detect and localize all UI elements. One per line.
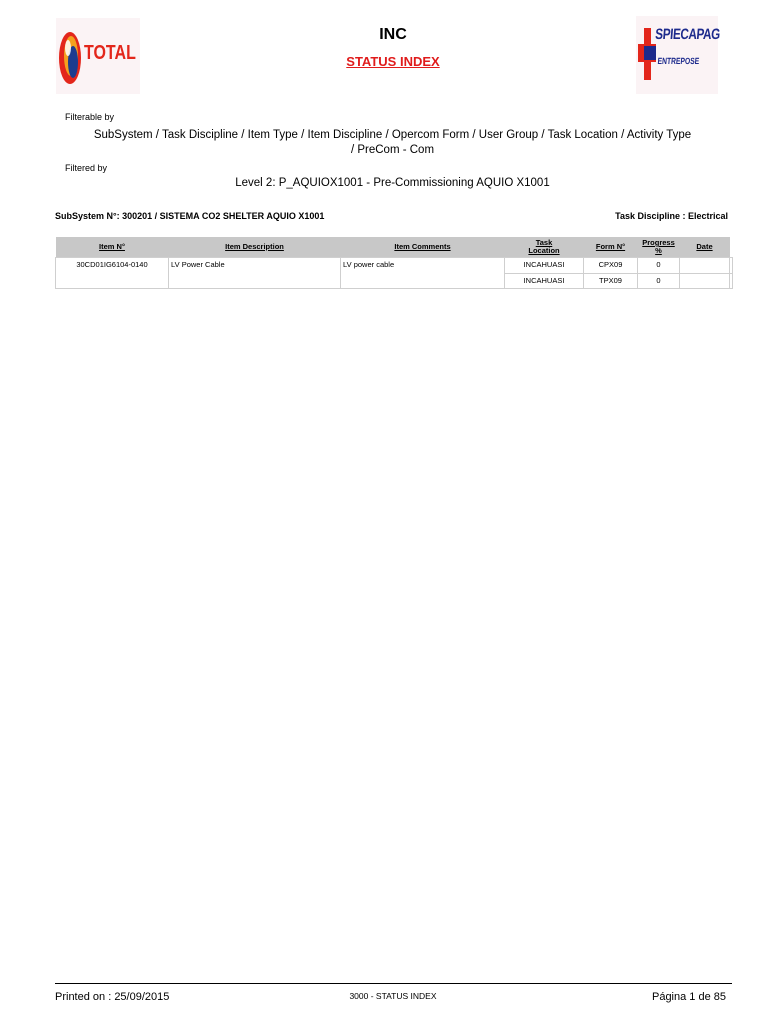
report-name: 3000 - STATUS INDEX	[349, 991, 437, 1001]
cell-item-comments: LV power cable	[341, 258, 505, 289]
cell-edge	[730, 258, 733, 274]
cell-task-location: INCAHUASI	[505, 273, 584, 289]
cell-progress: 0	[638, 258, 680, 274]
col-progress	[638, 237, 680, 258]
page-subtitle: STATUS INDEX	[346, 54, 440, 69]
col-task-location-line1: Task	[535, 238, 553, 247]
col-edge	[730, 237, 733, 258]
cell-task-location: INCAHUASI	[505, 258, 584, 274]
footer-divider	[55, 983, 732, 984]
col-progress-line2: %	[655, 246, 662, 255]
filterable-label: Filterable by	[65, 112, 115, 122]
col-task-location-line2: Location	[528, 246, 560, 255]
col-item-number: Item N°	[56, 237, 169, 258]
col-task-location	[505, 237, 584, 258]
task-discipline-heading: Task Discipline : Electrical	[615, 211, 728, 221]
col-item-comments: Item Comments	[341, 237, 505, 258]
cell-date	[680, 273, 730, 289]
filtered-label: Filtered by	[65, 163, 108, 173]
status-table	[55, 237, 733, 289]
cell-progress: 0	[638, 273, 680, 289]
cell-form-number: CPX09	[584, 258, 638, 274]
spiecapag-logo-icon	[638, 28, 656, 80]
subsystem-heading: SubSystem N°: 300201 / SISTEMA CO2 SHELTER AQUIO X1001	[55, 211, 325, 221]
cell-item-number: 30CD01IG6104-0140	[56, 258, 169, 289]
spiecapag-logo	[636, 16, 721, 94]
page-number: Página 1 de 85	[651, 991, 726, 1003]
filterable-line-2: / PreCom - Com	[350, 144, 435, 156]
total-logo-text: TOTAL	[84, 42, 136, 64]
cell-form-number: TPX09	[584, 273, 638, 289]
col-form-number: Form N°	[584, 237, 638, 258]
filtered-value: Level 2: P_AQUIOX1001 - Pre-Commissioning AQUIO X1001	[235, 177, 550, 189]
entrepose-logo-text: ENTREPOSE	[657, 56, 700, 66]
cell-date	[680, 258, 730, 274]
col-date: Date	[680, 237, 730, 258]
filterable-list	[60, 128, 725, 158]
cell-edge	[730, 273, 733, 289]
page-title: INC	[379, 26, 407, 43]
col-item-description: Item Description	[169, 237, 341, 258]
cell-item-description: LV Power Cable	[169, 258, 341, 289]
spiecapag-logo-text: SPIECAPAG	[654, 26, 721, 43]
filterable-line-1: SubSystem / Task Discipline / Item Type / Item Discipline / Opercom Form / User Group / Task Location / Activity Type	[93, 129, 692, 141]
table-header-row	[56, 237, 733, 258]
printed-on: Printed on : 25/09/2015	[55, 991, 170, 1003]
col-progress-line1: Progress	[642, 238, 675, 247]
table-row	[56, 258, 733, 274]
